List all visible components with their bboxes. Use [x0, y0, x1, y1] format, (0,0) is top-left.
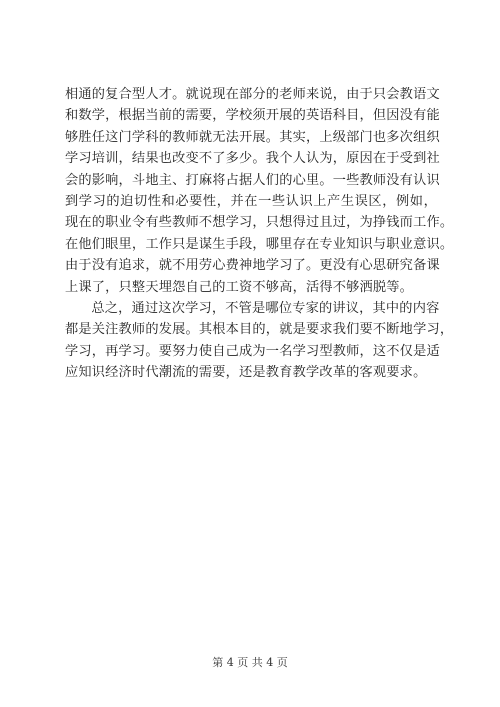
paragraph-line: 学习，再学习。要努力使自己成为一名学习型教师，这不仅是适	[65, 343, 440, 359]
paragraph-line: 够胜任这门学科的教师就无法开展。其实，上级部门也多次组织	[65, 129, 440, 145]
paragraph-line: 都是关注教师的发展。其根本目的，就是要求我们要不断地学习，	[65, 322, 454, 338]
paragraph-1	[65, 84, 454, 298]
paragraph-line: 由于没有追求，就不用劳心费神地学习了。更没有心思研究备课	[65, 258, 440, 274]
document-body	[65, 84, 454, 384]
page-number-footer: 第 4 页 共 4 页	[212, 656, 288, 669]
paragraph-line: 到学习的迫切性和必要性，并在一些认识上产生误区，例如，	[65, 194, 437, 210]
paragraph-2	[65, 298, 454, 384]
paragraph-line: 和数学，根据当前的需要，学校须开展的英语科目，但因没有能	[65, 108, 440, 124]
paragraph-line: 会的影响，斗地主、打麻将占据人们的心里。一些教师没有认识	[65, 172, 440, 188]
paragraph-line: 总之，通过这次学习，不管是哪位专家的讲议，其中的内容	[91, 301, 440, 317]
paragraph-line: 在他们眼里，工作只是谋生手段，哪里存在专业知识与职业意识。	[65, 236, 454, 252]
paragraph-line: 现在的职业令有些教师不想学习，只想得过且过，为挣钱而工作。	[65, 215, 454, 231]
paragraph-line: 相通的复合型人才。就说现在部分的老师来说，由于只会教语文	[65, 87, 440, 102]
paragraph-line: 学习培训，结果也改变不了多少。我个人认为，原因在于受到社	[65, 151, 440, 167]
paragraph-line: 上课了，只整天埋怨自己的工资不够高，活得不够洒脱等。	[65, 279, 414, 295]
paragraph-line: 应知识经济时代潮流的需要，还是教育教学改革的客观要求。	[65, 365, 427, 381]
